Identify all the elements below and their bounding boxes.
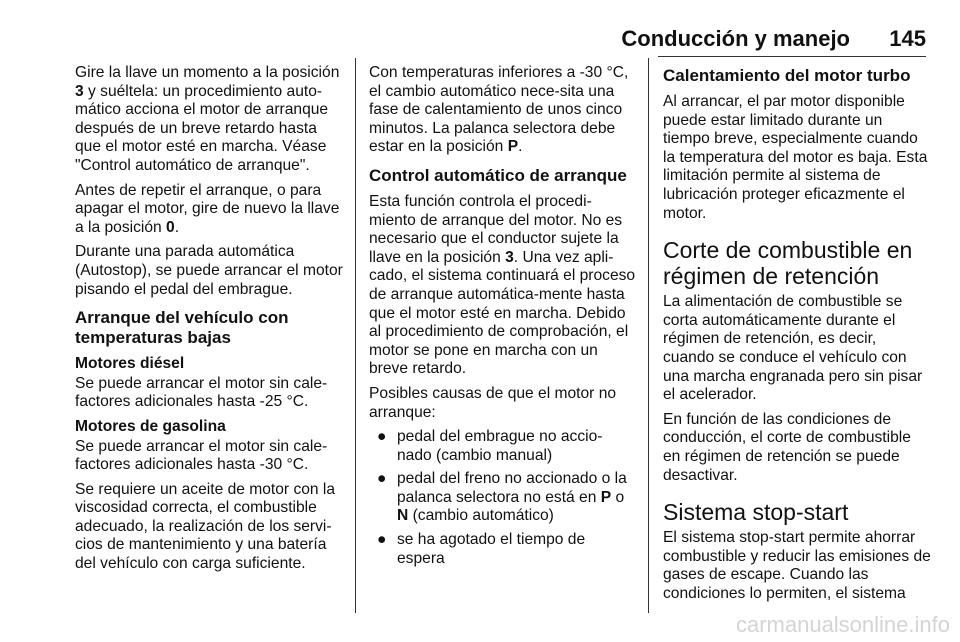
heading-diesel: Motores diésel	[75, 355, 185, 373]
paragraph-turbo: Al arrancar, el par motor disponible puede estar limitado durante un tiempo breve, especialmente cuando la temperatura del motor es baja. Esta limitación permite al sistema de lubricación proteger eficazmente el motor.	[663, 93, 928, 222]
bullet-icon: ●	[377, 470, 387, 488]
paragraph-causes: Posibles causas de que el motor no arranque:	[369, 384, 617, 421]
paragraph-gasoline: Se puede arrancar el motor sin cale-factores adicionales hasta -30 °C.	[75, 437, 328, 474]
paragraph-fuel-cut-2: En función de las condiciones de conducción, el corte de combustible en régimen de retención se puede desactivar.	[663, 410, 911, 484]
list-item: ● pedal del embrague no accio-nado (cambio manual)	[377, 428, 603, 464]
column-1	[75, 64, 347, 580]
header-divider	[658, 56, 926, 57]
causes-list	[369, 428, 637, 568]
heading-stop-start: Sistema stop-start	[663, 499, 849, 526]
page-header	[0, 0, 960, 56]
paragraph-cold-auto: Con temperaturas inferiores a -30 °C, el cambio automático nece-sita una fase de calentamiento de unos cinco minutos. La palanca selectora debe estar en la posición P.	[369, 64, 629, 156]
column-3	[663, 64, 931, 609]
heading-turbo: Calentamiento del motor turbo	[663, 66, 911, 85]
paragraph-key-start: Gire la llave un momento a la posición 3 y suéltela: un procedimiento auto-mático acciona el motor de arranque después de un breve retardo hasta que el motor esté en marcha. Véase "Control automático de arranque".	[75, 64, 340, 174]
heading-cold-start: Arranque del vehículo con temperaturas bajas	[75, 308, 289, 348]
paragraph-stop-start: El sistema stop-start permite ahorrar combustible y reducir las emisiones de gases de escape. Cuando las condiciones lo permiten, el sistema	[663, 529, 931, 602]
page-number: 145	[889, 26, 926, 51]
watermark: carmanualsonline.info	[735, 612, 950, 637]
bullet-icon: ●	[377, 531, 387, 549]
paragraph-repeat-start: Antes de repetir el arranque, o para apagar el motor, gire de nuevo la llave a la posición 0.	[75, 181, 340, 236]
paragraph-fuel-cut-1: La alimentación de combustible se corta automáticamente durante el régimen de retención, es decir, cuando se conduce el vehículo con una marcha engranada pero sin pisar el acelerador.	[663, 293, 923, 404]
paragraph-diesel: Se puede arrancar el motor sin cale-factores adicionales hasta -25 °C.	[75, 374, 328, 411]
list-item: ● pedal del freno no accionado o la palanca selectora no está en P o N (cambio automático)	[377, 470, 627, 525]
paragraph-auto-start: Esta función controla el procedi-miento de arranque del motor. No es necesario que el conductor sujete la llave en la posición 3. Una vez apli-cado, el sistema continuará el proceso de arranque automática-mente hasta que el motor esté en marcha. Debido al procedimiento de comprobación, el motor se pone en marcha con un breve retardo.	[369, 192, 636, 378]
list-item: ● se ha agotado el tiempo de espera	[377, 531, 586, 567]
bullet-icon: ●	[377, 428, 387, 446]
heading-fuel-cut: Corte de combustible en régimen de retención	[663, 237, 913, 290]
column-divider-2	[648, 58, 649, 613]
column-divider-1	[355, 58, 356, 613]
heading-gasoline: Motores de gasolina	[75, 417, 226, 435]
section-title: Conducción y manejo	[621, 26, 850, 51]
column-2	[369, 64, 637, 573]
paragraph-oil: Se requiere un aceite de motor con la viscosidad correcta, el combustible adecuado, la realización de los servi-cios de mantenimiento y una batería del vehículo con carga suficiente.	[75, 480, 336, 573]
heading-auto-start-control: Control automático de arranque	[369, 165, 627, 185]
paragraph-autostop: Durante una parada automática (Autostop), se puede arrancar el motor pisando el pedal del embrague.	[75, 243, 343, 298]
